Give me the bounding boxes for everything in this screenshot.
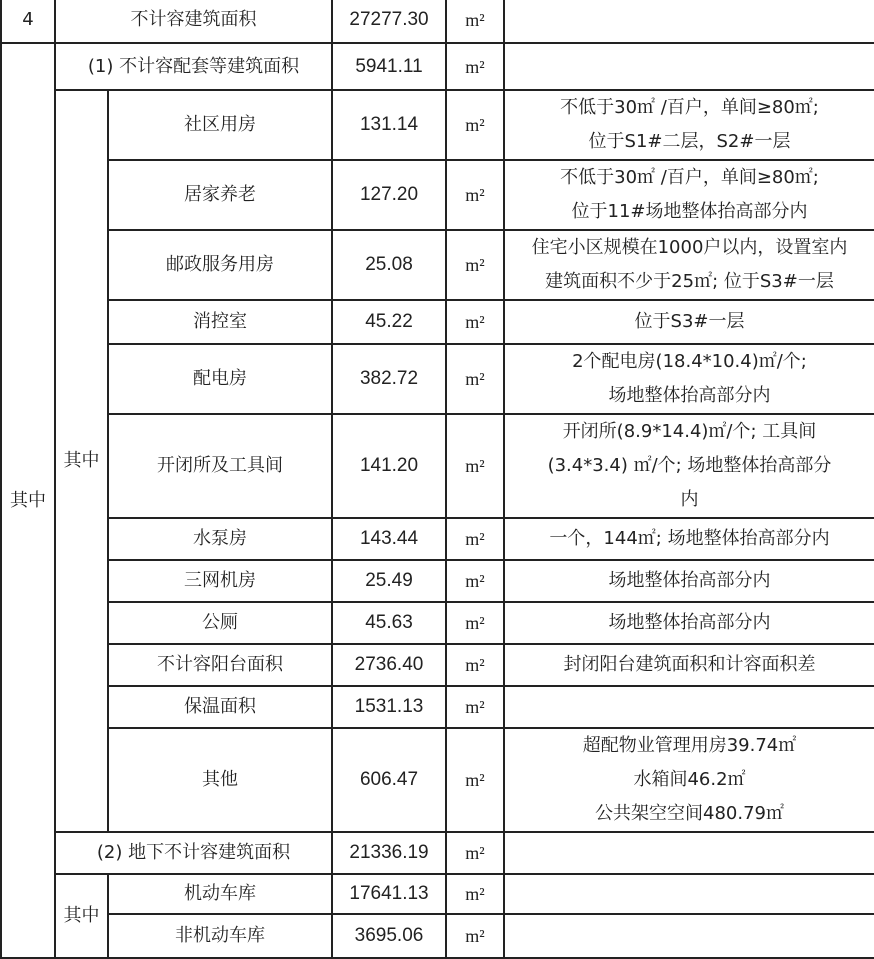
note-line: 内 (680, 489, 699, 510)
item-value: 141.20 (332, 414, 446, 518)
item-note (504, 560, 874, 602)
item-value: 3695.06 (332, 914, 446, 958)
item-value: 27277.30 (332, 0, 446, 43)
table-row (1, 300, 874, 344)
note-line: 位于S3#一层 (634, 311, 745, 332)
item-name: 机动车库 (108, 874, 332, 914)
row-number: 4 (1, 0, 55, 43)
item-name: 水泵房 (108, 518, 332, 560)
sub-group-label: 其中 (55, 90, 108, 832)
item-value: 45.63 (332, 602, 446, 644)
item-note (504, 874, 874, 914)
table-row (1, 344, 874, 414)
item-name: 公厕 (108, 602, 332, 644)
table-row (1, 43, 874, 90)
item-note (504, 644, 874, 686)
item-unit: m² (446, 686, 504, 728)
item-note (504, 832, 874, 874)
group-label: 其中 (1, 43, 55, 958)
item-name: 不计容阳台面积 (108, 644, 332, 686)
item-note (504, 686, 874, 728)
item-unit: m² (446, 43, 504, 90)
item-name: 配电房 (108, 344, 332, 414)
item-note (504, 160, 874, 230)
note-line: 场地整体抬高部分内 (608, 570, 771, 591)
note-line: 场地整体抬高部分内 (608, 385, 771, 406)
note-line: 水箱间46.2㎡ (633, 769, 746, 790)
item-value: 17641.13 (332, 874, 446, 914)
table-row (1, 230, 874, 300)
item-unit: m² (446, 230, 504, 300)
table-row (1, 90, 874, 160)
item-name: 不计容建筑面积 (55, 0, 332, 43)
table-row (1, 686, 874, 728)
item-name: 开闭所及工具间 (108, 414, 332, 518)
item-value: 5941.11 (332, 43, 446, 90)
item-note (504, 914, 874, 958)
note-line: (3.4*3.4) ㎡/个; 场地整体抬高部分 (547, 455, 832, 476)
note-line: 一个，144㎡; 场地整体抬高部分内 (549, 528, 830, 549)
table-row (1, 414, 874, 518)
item-value: 606.47 (332, 728, 446, 832)
note-line: 开闭所(8.9*14.4)㎡/个; 工具间 (562, 421, 817, 442)
item-note (504, 43, 874, 90)
item-unit: m² (446, 914, 504, 958)
note-line: 超配物业管理用房39.74㎡ (582, 735, 797, 756)
sub-heading: (1) 不计容配套等建筑面积 (55, 43, 332, 90)
sub-heading: (2) 地下不计容建筑面积 (55, 832, 332, 874)
note-line: 2个配电房(18.4*10.4)㎡/个; (572, 351, 807, 372)
note-line: 住宅小区规模在1000户以内，设置室内 (531, 237, 848, 258)
item-name: 三网机房 (108, 560, 332, 602)
item-unit: m² (446, 728, 504, 832)
item-value: 25.08 (332, 230, 446, 300)
item-name: 居家养老 (108, 160, 332, 230)
item-name: 社区用房 (108, 90, 332, 160)
sub-group-label: 其中 (55, 874, 108, 958)
table-row (1, 518, 874, 560)
item-unit: m² (446, 874, 504, 914)
table-row (1, 728, 874, 832)
item-note (504, 602, 874, 644)
item-value: 382.72 (332, 344, 446, 414)
item-name: 其他 (108, 728, 332, 832)
note-line: 公共架空空间480.79㎡ (595, 803, 784, 824)
item-value: 143.44 (332, 518, 446, 560)
item-unit: m² (446, 90, 504, 160)
item-unit: m² (446, 644, 504, 686)
item-name: 消控室 (108, 300, 332, 344)
table-row (1, 832, 874, 874)
item-unit: m² (446, 300, 504, 344)
note-line: 位于S1#二层，S2#一层 (588, 131, 791, 152)
item-unit: m² (446, 560, 504, 602)
table-row (1, 0, 874, 43)
table-row (1, 874, 874, 914)
item-note (504, 414, 874, 518)
item-note (504, 0, 874, 43)
item-value: 1531.13 (332, 686, 446, 728)
table-row (1, 914, 874, 958)
note-line: 不低于30㎡ /百户，单间≥80㎡; (560, 167, 819, 188)
item-value: 127.20 (332, 160, 446, 230)
note-line: 不低于30㎡ /百户，单间≥80㎡; (560, 97, 819, 118)
item-note (504, 518, 874, 560)
item-unit: m² (446, 602, 504, 644)
item-unit: m² (446, 518, 504, 560)
item-unit: m² (446, 0, 504, 43)
item-unit: m² (446, 832, 504, 874)
item-note (504, 230, 874, 300)
item-name: 保温面积 (108, 686, 332, 728)
item-note (504, 728, 874, 832)
table-row (1, 160, 874, 230)
item-value: 2736.40 (332, 644, 446, 686)
item-unit: m² (446, 160, 504, 230)
item-value: 21336.19 (332, 832, 446, 874)
item-note (504, 90, 874, 160)
item-name: 邮政服务用房 (108, 230, 332, 300)
item-value: 45.22 (332, 300, 446, 344)
note-line: 场地整体抬高部分内 (608, 612, 771, 633)
table-row (1, 644, 874, 686)
item-note (504, 344, 874, 414)
note-line: 建筑面积不少于25㎡; 位于S3#一层 (545, 271, 834, 292)
note-line: 封闭阳台建筑面积和计容面积差 (563, 654, 816, 675)
table-row (1, 560, 874, 602)
item-note (504, 300, 874, 344)
item-value: 25.49 (332, 560, 446, 602)
table-row (1, 602, 874, 644)
item-value: 131.14 (332, 90, 446, 160)
item-unit: m² (446, 414, 504, 518)
item-unit: m² (446, 344, 504, 414)
item-name: 非机动车库 (108, 914, 332, 958)
note-line: 位于11#场地整体抬高部分内 (571, 201, 808, 222)
